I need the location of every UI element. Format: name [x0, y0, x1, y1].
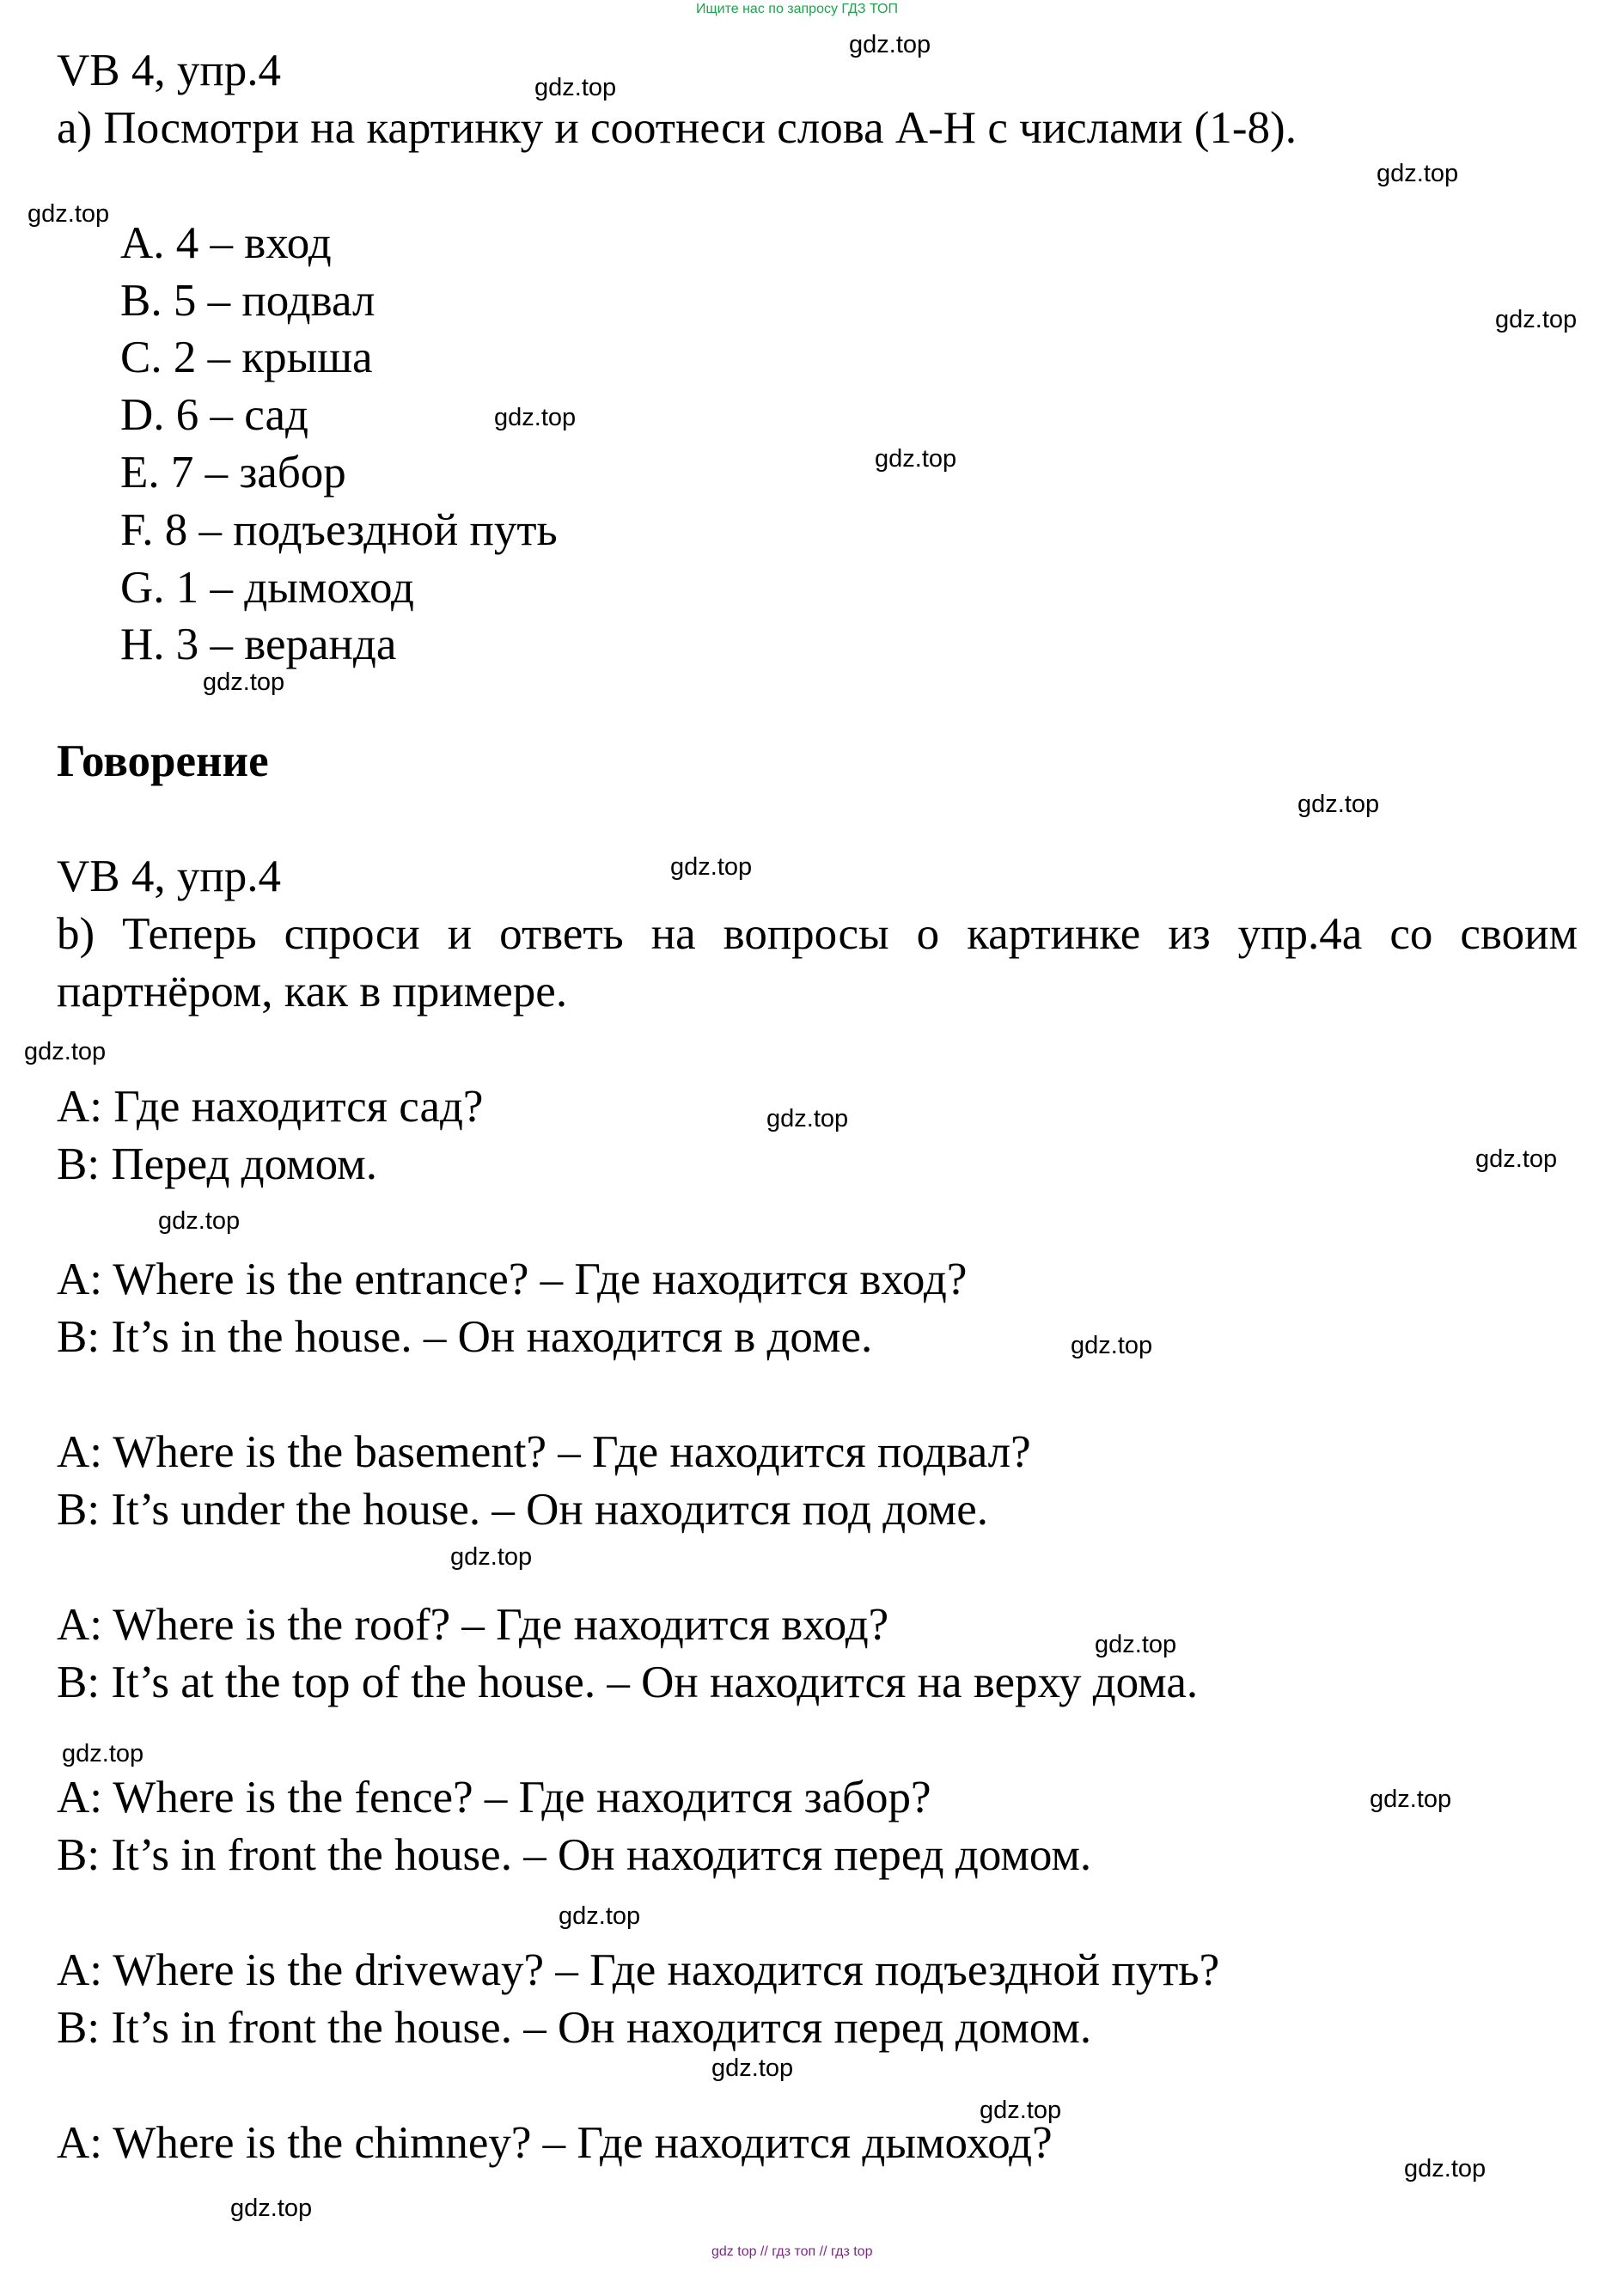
- top-banner: Ищите нас по запросу ГДЗ ТОП: [696, 2, 898, 16]
- watermark: gdz.top: [230, 2195, 313, 2222]
- watermark: gdz.top: [711, 2054, 794, 2082]
- dialogue-answer: B: It’s in front the house. – Он находится перед домом.: [57, 2003, 1092, 2053]
- watermark: gdz.top: [559, 1902, 641, 1930]
- dialogue-answer: B: It’s at the top of the house. – Он находится на верху дома.: [57, 1657, 1199, 1707]
- list-item: G. 1 – дымоход: [120, 563, 414, 613]
- part-a-heading: VB 4, упр.4: [57, 46, 281, 95]
- watermark: gdz.top: [203, 668, 285, 696]
- watermark: gdz.top: [849, 31, 931, 58]
- dialogue-question: A: Где находится сад?: [57, 1082, 484, 1132]
- part-a-instruction: a) Посмотри на картинку и соотнеси слова A-H с числами (1-8).: [57, 103, 1297, 153]
- dialogue-question: A: Where is the driveway? – Где находится подъездной путь?: [57, 1945, 1220, 1995]
- section-title: Говорение: [57, 736, 269, 786]
- dialogue-question: A: Where is the entrance? – Где находится вход?: [57, 1255, 968, 1304]
- list-item: H. 3 – веранда: [120, 620, 397, 669]
- part-b-instruction-text: b) Теперь спроси и ответь на вопросы о картинке из упр.4a со своим: [57, 909, 1578, 959]
- dialogue-question: A: Where is the basement? – Где находится подвал?: [57, 1427, 1031, 1477]
- list-item: B. 5 – подвал: [120, 276, 375, 326]
- watermark: gdz.top: [1404, 2155, 1487, 2182]
- watermark: gdz.top: [534, 74, 617, 101]
- dialogue-question: A: Where is the fence? – Где находится забор?: [57, 1773, 931, 1822]
- list-item: D. 6 – сад: [120, 390, 308, 440]
- watermark: gdz.top: [62, 1740, 144, 1767]
- watermark: gdz.top: [875, 445, 957, 473]
- watermark: gdz.top: [766, 1105, 849, 1132]
- bottom-banner: gdz top // гдз топ // гдз top: [711, 2244, 873, 2259]
- list-item: A. 4 – вход: [120, 218, 332, 268]
- dialogue-question: A: Where is the chimney? – Где находится дымоход?: [57, 2118, 1053, 2168]
- watermark: gdz.top: [1297, 791, 1380, 818]
- watermark: gdz.top: [1370, 1786, 1452, 1813]
- list-item: F. 8 – подъездной путь: [120, 505, 558, 555]
- part-b-instruction-line2: партнёром, как в примере.: [57, 967, 568, 1016]
- part-b-heading: VB 4, упр.4: [57, 852, 281, 901]
- watermark: gdz.top: [1475, 1145, 1558, 1173]
- dialogue-answer: B: Перед домом.: [57, 1139, 377, 1189]
- part-b-instruction-line1: [57, 909, 1578, 959]
- watermark: gdz.top: [27, 200, 110, 228]
- watermark: gdz.top: [980, 2097, 1062, 2124]
- watermark: gdz.top: [670, 853, 753, 881]
- watermark: gdz.top: [1071, 1332, 1153, 1359]
- watermark: gdz.top: [24, 1038, 107, 1065]
- list-item: C. 2 – крыша: [120, 333, 373, 382]
- watermark: gdz.top: [158, 1207, 241, 1235]
- watermark: gdz.top: [494, 404, 577, 431]
- watermark: gdz.top: [1095, 1631, 1177, 1658]
- dialogue-question: A: Where is the roof? – Где находится вход?: [57, 1600, 889, 1650]
- dialogue-answer: B: It’s in front the house. – Он находится перед домом.: [57, 1830, 1092, 1880]
- dialogue-answer: B: It’s under the house. – Он находится под доме.: [57, 1485, 988, 1535]
- dialogue-answer: B: It’s in the house. – Он находится в доме.: [57, 1312, 873, 1362]
- watermark: gdz.top: [1377, 160, 1459, 187]
- watermark: gdz.top: [450, 1543, 533, 1571]
- watermark: gdz.top: [1495, 306, 1578, 333]
- list-item: E. 7 – забор: [120, 448, 346, 498]
